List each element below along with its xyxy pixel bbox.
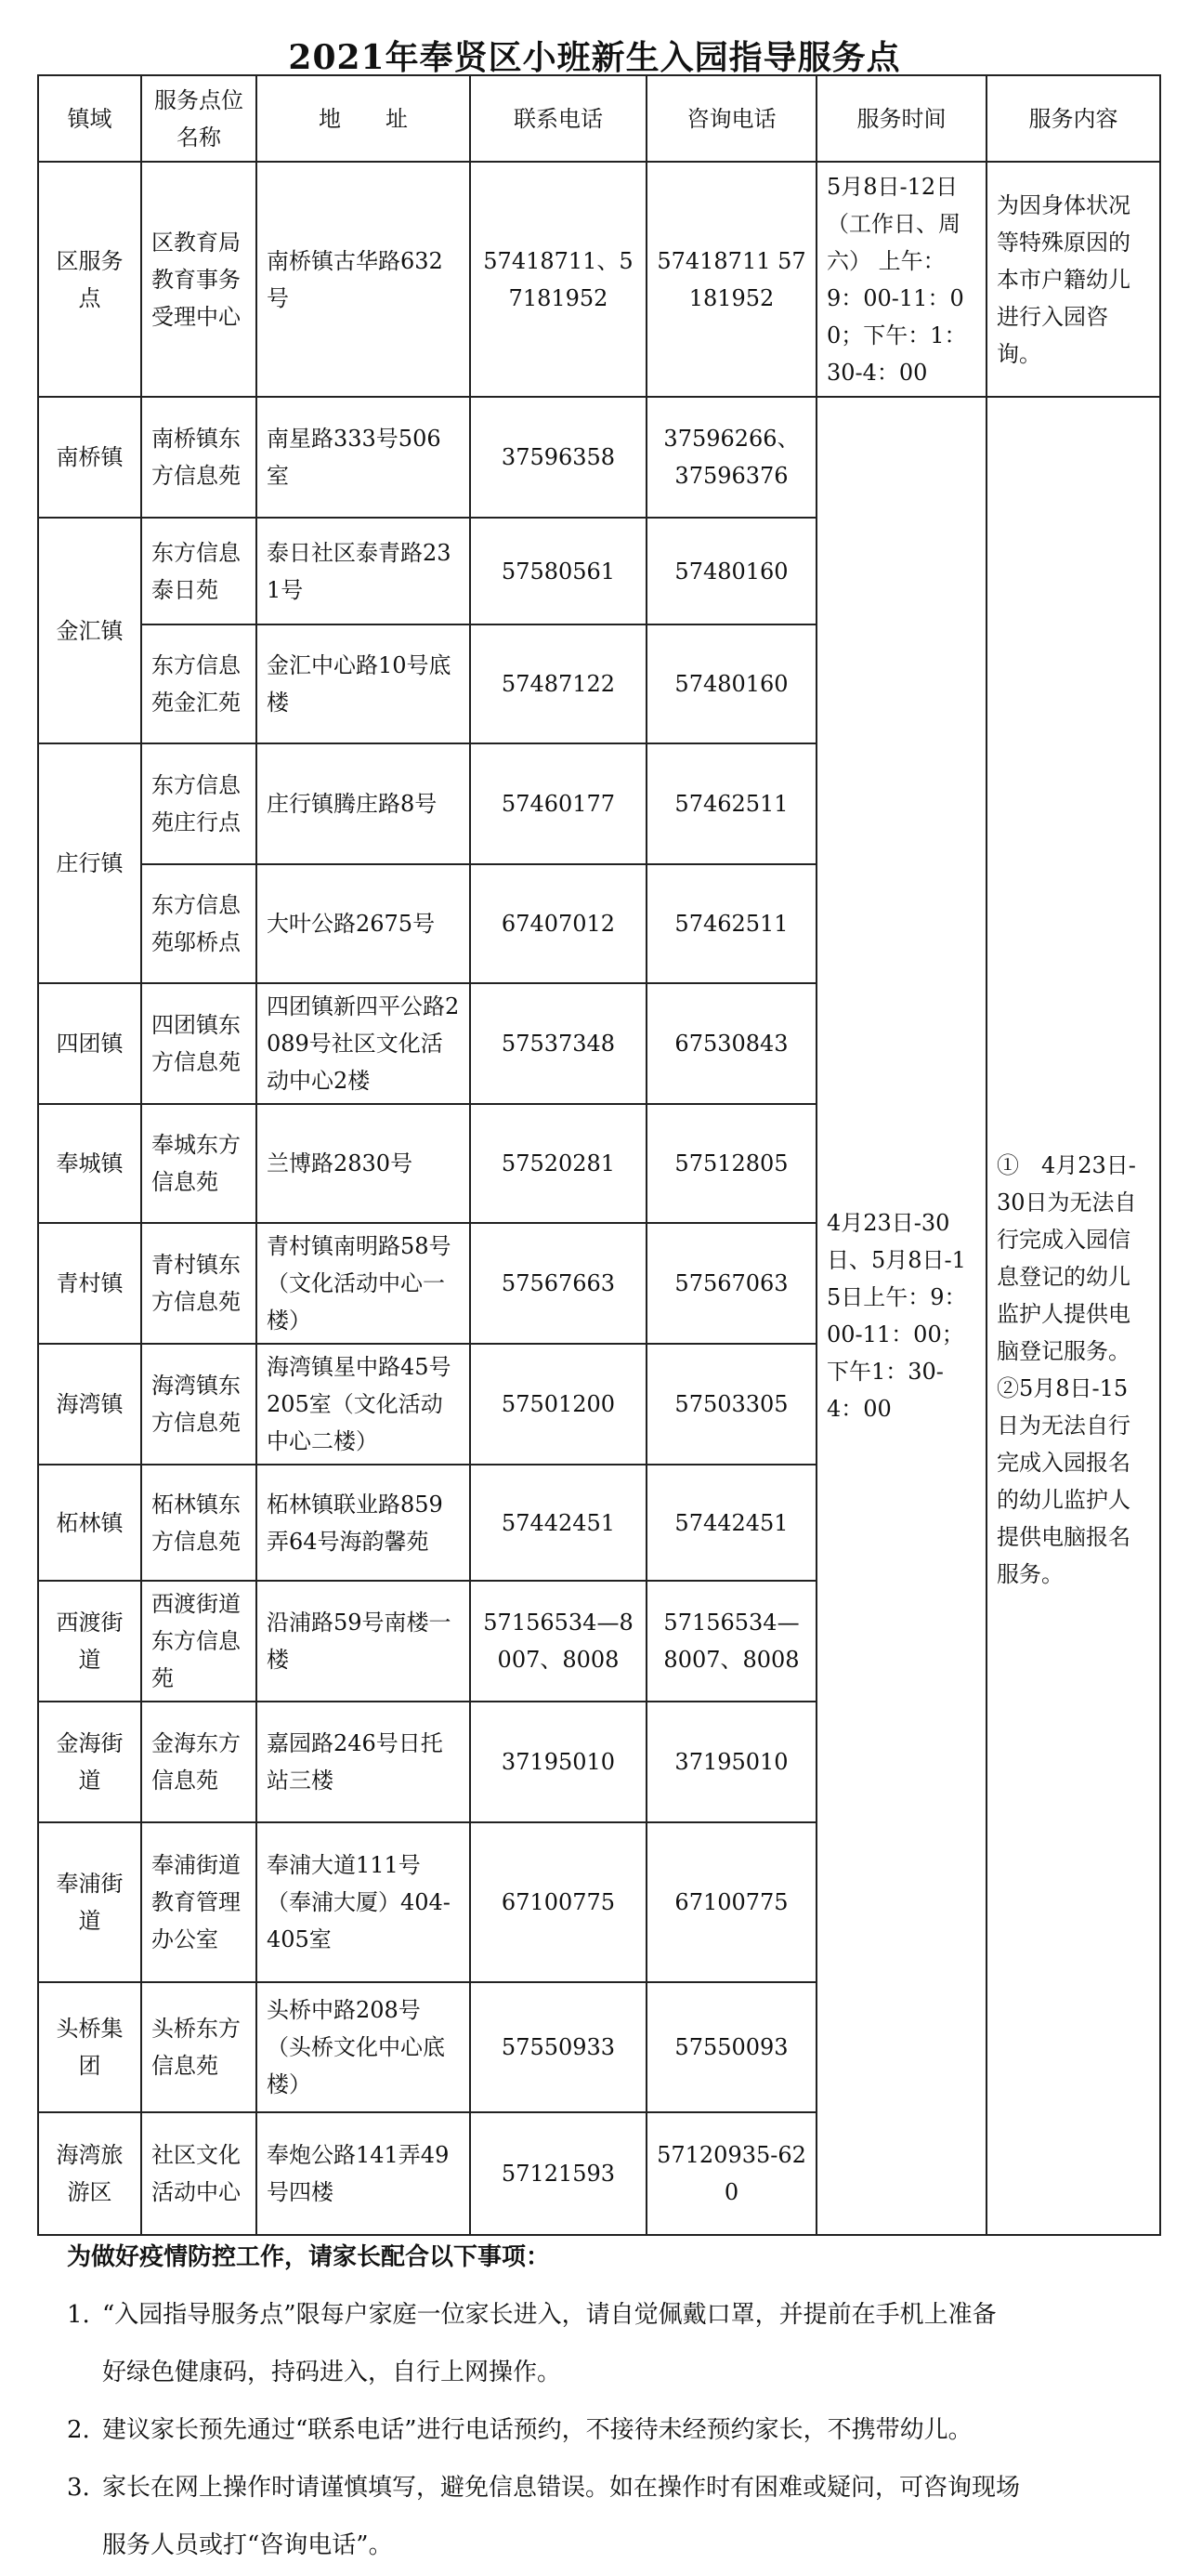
name-cell: 奉浦街道教育管理办公室 [141, 1822, 256, 1982]
consult-phone-cell: 67530843 [647, 983, 817, 1104]
address-cell: 兰博路2830号 [256, 1104, 470, 1223]
consult-phone-cell: 67100775 [647, 1822, 817, 1982]
consult-phone-cell: 57503305 [647, 1344, 817, 1465]
address-cell: 沿浦路59号南楼一楼 [256, 1581, 470, 1702]
consult-phone-cell: 57462511 [647, 743, 817, 864]
town-cell: 金海街道 [38, 1702, 141, 1822]
town-cell: 南桥镇 [38, 397, 141, 518]
notice-item-number: 3. [67, 2474, 90, 2502]
town-cell: 青村镇 [38, 1223, 141, 1344]
address-cell: 头桥中路208号（头桥文化中心底楼） [256, 1982, 470, 2112]
contact-phone-cell: 57156534—8007、8008 [470, 1581, 647, 1702]
town-cell: 奉浦街道 [38, 1822, 141, 1982]
address-cell: 泰日社区泰青路231号 [256, 518, 470, 624]
address-cell: 南星路333号506室 [256, 397, 470, 518]
town-cell: 柘林镇 [38, 1465, 141, 1581]
service-content-cell: ① 4月23日-30日为无法自行完成入园信息登记的幼儿监护人提供电脑登记服务。②5月8日-15日为无法自行完成入园报名的幼儿监护人提供电脑报名服务。 [986, 397, 1160, 2235]
notice-item-1 [67, 2286, 1126, 2401]
address-cell: 金汇中心路10号底楼 [256, 624, 470, 743]
contact-phone-cell: 57442451 [470, 1465, 647, 1581]
consult-phone-cell: 57567063 [647, 1223, 817, 1344]
contact-phone-cell: 57121593 [470, 2112, 647, 2235]
table-row [38, 397, 1160, 518]
contact-phone-cell: 37596358 [470, 397, 647, 518]
address-cell: 奉炮公路141弄49号四楼 [256, 2112, 470, 2235]
service-content-cell: 为因身体状况等特殊原因的本市户籍幼儿进行入园咨询。 [986, 162, 1160, 397]
notice-heading: 为做好疫情防控工作，请家长配合以下事项： [67, 2243, 551, 2271]
notice-item-3 [67, 2459, 1126, 2574]
service-time-cell: 5月8日-12日（工作日、周六） 上午：9：00-11：00；下午：1：30-4：00 [817, 162, 986, 397]
town-cell: 金汇镇 [38, 518, 141, 743]
town-cell: 庄行镇 [38, 743, 141, 983]
consult-phone-cell: 57512805 [647, 1104, 817, 1223]
consult-phone-cell: 57462511 [647, 864, 817, 983]
notice-item-text: 建议家长预先通过“联系电话”进行电话预约，不接待未经预约家长，不携带幼儿。 [102, 2416, 973, 2444]
name-cell: 东方信息苑庄行点 [141, 743, 256, 864]
consult-phone-cell: 57480160 [647, 518, 817, 624]
consult-phone-cell: 57156534—8007、8008 [647, 1581, 817, 1702]
notice-item-text: “入园指导服务点”限每户家庭一位家长进入，请自觉佩戴口罩，并提前在手机上准备 [102, 2301, 997, 2329]
contact-phone-cell: 67100775 [470, 1822, 647, 1982]
name-cell: 四团镇东方信息苑 [141, 983, 256, 1104]
address-cell: 柘林镇联业路859弄64号海韵馨苑 [256, 1465, 470, 1581]
page-title: 2021年奉贤区小班新生入园指导服务点 [288, 38, 901, 77]
contact-phone-cell: 57460177 [470, 743, 647, 864]
contact-phone-cell: 57580561 [470, 518, 647, 624]
town-cell: 区服务点 [38, 162, 141, 397]
header-service-content: 服务内容 [986, 75, 1160, 162]
name-cell: 东方信息苑邬桥点 [141, 864, 256, 983]
address-cell: 海湾镇星中路45号205室（文化活动中心二楼） [256, 1344, 470, 1465]
header-name: 服务点位名称 [141, 75, 256, 162]
notice-item-2 [67, 2401, 1126, 2459]
name-cell: 南桥镇东方信息苑 [141, 397, 256, 518]
header-address: 地 址 [256, 75, 470, 162]
consult-phone-cell: 57480160 [647, 624, 817, 743]
name-cell: 海湾镇东方信息苑 [141, 1344, 256, 1465]
notice-item-text-continued: 好绿色健康码，持码进入，自行上网操作。 [102, 2359, 562, 2386]
town-cell: 四团镇 [38, 983, 141, 1104]
address-cell: 四团镇新四平公路2089号社区文化活动中心2楼 [256, 983, 470, 1104]
consult-phone-cell: 57550093 [647, 1982, 817, 2112]
header-contact-phone: 联系电话 [470, 75, 647, 162]
consult-phone-cell: 57120935-620 [647, 2112, 817, 2235]
contact-phone-cell: 57567663 [470, 1223, 647, 1344]
name-cell: 金海东方信息苑 [141, 1702, 256, 1822]
town-cell: 奉城镇 [38, 1104, 141, 1223]
consult-phone-cell: 57418711 57181952 [647, 162, 817, 397]
table-row [38, 162, 1160, 397]
notice-item-number: 1. [67, 2301, 90, 2329]
town-cell: 头桥集团 [38, 1982, 141, 2112]
contact-phone-cell: 57418711、57181952 [470, 162, 647, 397]
name-cell: 柘林镇东方信息苑 [141, 1465, 256, 1581]
address-cell: 青村镇南明路58号（文化活动中心一楼） [256, 1223, 470, 1344]
header-service-time: 服务时间 [817, 75, 986, 162]
notice-section [67, 2228, 1126, 2574]
name-cell: 社区文化活动中心 [141, 2112, 256, 2235]
service-time-cell: 4月23日-30日、5月8日-15日上午：9：00-11：00； 下午1：30-4：00 [817, 397, 986, 2235]
header-consult-phone: 咨询电话 [647, 75, 817, 162]
table-header-row [38, 75, 1160, 162]
name-cell: 西渡街道东方信息苑 [141, 1581, 256, 1702]
name-cell: 区教育局教育事务受理中心 [141, 162, 256, 397]
address-cell: 南桥镇古华路632号 [256, 162, 470, 397]
town-cell: 海湾镇 [38, 1344, 141, 1465]
notice-item-text-continued: 服务人员或打“咨询电话”。 [102, 2531, 393, 2559]
town-cell: 海湾旅游区 [38, 2112, 141, 2235]
contact-phone-cell: 37195010 [470, 1702, 647, 1822]
name-cell: 头桥东方信息苑 [141, 1982, 256, 2112]
contact-phone-cell: 67407012 [470, 864, 647, 983]
town-cell: 西渡街道 [38, 1581, 141, 1702]
notice-item-number: 2. [67, 2416, 90, 2444]
name-cell: 东方信息苑金汇苑 [141, 624, 256, 743]
service-points-table [37, 74, 1161, 2236]
consult-phone-cell: 37596266、37596376 [647, 397, 817, 518]
contact-phone-cell: 57550933 [470, 1982, 647, 2112]
name-cell: 青村镇东方信息苑 [141, 1223, 256, 1344]
address-cell: 庄行镇腾庄路8号 [256, 743, 470, 864]
name-cell: 奉城东方信息苑 [141, 1104, 256, 1223]
contact-phone-cell: 57501200 [470, 1344, 647, 1465]
header-town: 镇域 [38, 75, 141, 162]
address-cell: 奉浦大道111号（奉浦大厦）404-405室 [256, 1822, 470, 1982]
notice-item-text: 家长在网上操作时请谨慎填写，避免信息错误。如在操作时有困难或疑问，可咨询现场 [102, 2474, 1021, 2502]
consult-phone-cell: 57442451 [647, 1465, 817, 1581]
address-cell: 嘉园路246号日托站三楼 [256, 1702, 470, 1822]
contact-phone-cell: 57520281 [470, 1104, 647, 1223]
contact-phone-cell: 57537348 [470, 983, 647, 1104]
contact-phone-cell: 57487122 [470, 624, 647, 743]
consult-phone-cell: 37195010 [647, 1702, 817, 1822]
address-cell: 大叶公路2675号 [256, 864, 470, 983]
name-cell: 东方信息泰日苑 [141, 518, 256, 624]
